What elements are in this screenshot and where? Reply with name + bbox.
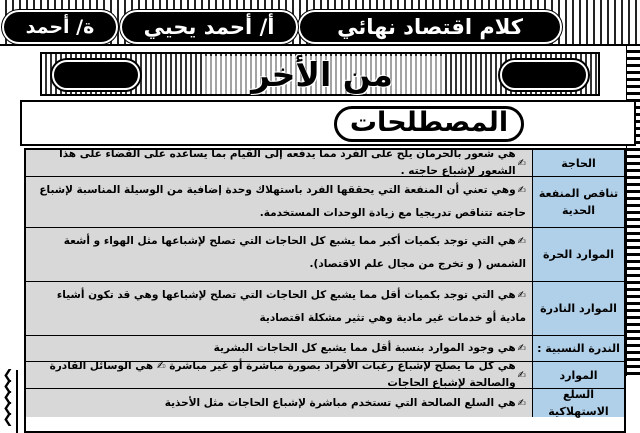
author-pill: أ/ أحمد يحيي [122,12,296,42]
term-definition: ✍ هي وجود الموارد بنسبة أقل مما يشبع كل الحاجات البشرية [26,336,532,361]
section-heading-box [20,100,636,146]
pen-icon: ✍ [517,290,526,301]
slogan-pill: كلام اقتصاد نهائي [300,12,560,42]
table-row [26,282,624,336]
author-pill-partial: ة/ أحمد [4,12,116,42]
banner-oval-decoration [500,60,588,90]
term-label: الندرة النسبية : [532,336,624,361]
title-banner [40,52,600,96]
term-definition: ✍ هي شعور بالحرمان يلح على الفرد مما يدفعه إلى القيام بما يساعده على القضاء على هذا الشعور لإشباع حاجته . [26,150,532,176]
pen-icon: ✍ [517,397,526,409]
table-row [26,228,624,282]
term-label: الموارد [532,362,624,388]
pen-icon: ✍ [517,369,526,381]
right-border-strip [626,46,640,376]
chevron-down-icon: ❯ [2,379,14,394]
table-row [26,362,624,389]
pen-icon: ✍ [517,185,526,196]
pen-icon: ✍ [517,157,526,169]
chevron-down-icon: ❯ [2,368,14,383]
pen-icon: ✍ [517,236,526,247]
chevron-down-icon: ❯ [2,390,14,405]
chevron-down-icon: ❯ [2,412,14,427]
term-label: الحاجة [532,150,624,176]
header-band [0,0,640,46]
term-definition: ✍وهي تعني أن المنفعة التي يحققها الفرد باستهلاك وحدة إضافية من الوسيلة المناسبة لإشباع حاجته تتناقص تدريجيا مع زيادة الوحدات المستخدمة. [26,177,532,227]
table-row [26,150,624,177]
banner-title: من الأخر [202,56,442,94]
table-row [26,177,624,228]
table-row [26,389,624,417]
term-definition: ✍ هي السلع الصالحة التي تستخدم مباشرة لإشباع الحاجات مثل الأحذية [26,389,532,417]
term-definition: ✍هي التي توجد بكميات أكبر مما يشبع كل الحاجات التي تصلح لإشباعها مثل الهواء و أشعة الشمس ( و تخرج من مجال علم الاقتصاد). [26,228,532,281]
terms-table [24,148,626,433]
term-label: تناقص المنفعة الحدية [532,177,624,227]
banner-oval-decoration [52,60,140,90]
term-label: الموارد الحرة [532,228,624,281]
term-definition: ✍هي التي توجد بكميات أقل مما يشبع كل الحاجات التي تصلح لإشباعها وهي قد تكون أشياء مادية أو خدمات غير مادية وهي تثير مشكلة اقتصادية [26,282,532,335]
pen-icon: ✍ [517,343,526,354]
term-label: الموارد النادرة [532,282,624,335]
term-definition: ✍ هي كل ما يصلح لإشباع رغبات الأفراد بصورة مباشرة أو غير مباشرة ✍ هي الوسائل القادرة والصالحة لإشباع الحاجات [26,362,532,388]
left-chevron-strip [0,370,18,433]
term-label: السلع الاستهلاكية [532,389,624,417]
section-title: المصطلحات [334,106,524,142]
chevron-down-icon: ❯ [2,401,14,416]
